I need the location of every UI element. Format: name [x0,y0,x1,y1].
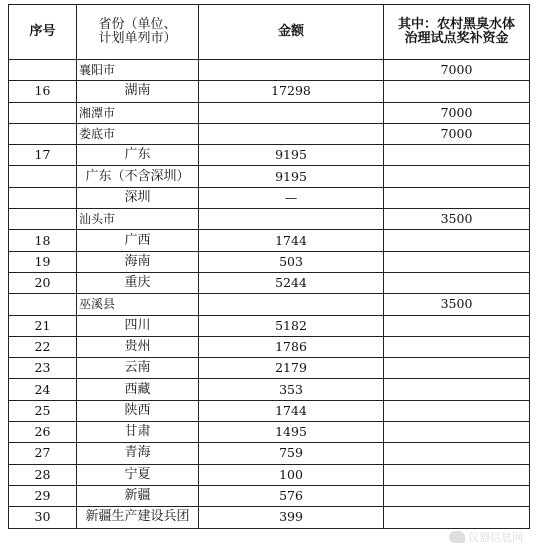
header-seq: 序号 [9,5,77,60]
cell-seq: 27 [9,443,77,464]
cell-province-name: 贵州 [77,336,199,357]
table-row [9,209,530,230]
header-subsidy-line2: 治理试点奖补资金 [404,31,509,46]
table-row [9,336,530,357]
cell-seq [9,166,77,187]
cell-subsidy [384,379,530,400]
cell-seq: 18 [9,230,77,251]
cell-subsidy [384,166,530,187]
cell-subsidy [384,507,530,528]
header-region-line1: 省份（单位、 [98,17,177,32]
table-row [9,60,530,81]
header-subsidy [384,5,530,60]
cell-seq: 23 [9,358,77,379]
cell-amount: 1495 [199,422,384,443]
table-row [9,145,530,166]
cell-province-name: 青海 [77,443,199,464]
table-row [9,443,530,464]
cell-amount [199,60,384,81]
cell-province-name: 云南 [77,358,199,379]
cell-subsidy [384,272,530,293]
cell-subsidy [384,230,530,251]
cell-subsidy [384,336,530,357]
cell-seq [9,60,77,81]
cell-province-name: 湖南 [77,81,199,102]
cell-seq: 22 [9,336,77,357]
funding-table-container [8,4,530,529]
cell-amount: 353 [199,379,384,400]
table-header [9,5,530,60]
table-row [9,166,530,187]
cell-seq: 19 [9,251,77,272]
cell-subsidy: 7000 [384,123,530,144]
cell-amount: 100 [199,464,384,485]
header-region-line2: 计划单列市） [98,31,177,46]
header-amount: 金额 [199,5,384,60]
cell-subsidy: 7000 [384,102,530,123]
cell-seq [9,209,77,230]
cell-seq: 29 [9,485,77,506]
cell-seq: 21 [9,315,77,336]
cell-amount: 759 [199,443,384,464]
cell-subsidy [384,251,530,272]
cell-seq: 16 [9,81,77,102]
table-row [9,379,530,400]
table-row [9,358,530,379]
header-subsidy-line1: 其中：农村黑臭水体 [397,17,515,32]
cell-province-name: 深圳 [77,187,199,208]
cell-seq: 28 [9,464,77,485]
cell-province-name: 广东（不含深圳） [77,166,199,187]
watermark-logo-icon [449,531,465,543]
cell-subsidy [384,187,530,208]
cell-subsidy: 7000 [384,60,530,81]
cell-province-name: 甘肃 [77,422,199,443]
header-row [9,5,530,60]
cell-amount: 576 [199,485,384,506]
cell-province-name: 广西 [77,230,199,251]
cell-seq: 25 [9,400,77,421]
cell-seq [9,187,77,208]
cell-province-name: 新疆 [77,485,199,506]
table-row [9,294,530,315]
cell-province-name: 宁夏 [77,464,199,485]
cell-province-name: 重庆 [77,272,199,293]
cell-province-name: 西藏 [77,379,199,400]
cell-subsidy [384,422,530,443]
cell-seq: 24 [9,379,77,400]
cell-province-name: 陕西 [77,400,199,421]
table-row [9,464,530,485]
cell-seq: 20 [9,272,77,293]
table-row [9,251,530,272]
table-body [9,60,530,529]
cell-amount [199,209,384,230]
cell-amount: 5244 [199,272,384,293]
cell-subsidy: 3500 [384,294,530,315]
cell-amount: 399 [199,507,384,528]
cell-subsidy [384,464,530,485]
cell-seq [9,102,77,123]
cell-city-name: 娄底市 [77,123,199,144]
watermark-text: 仪器信息网 [468,531,523,544]
cell-subsidy [384,145,530,166]
cell-subsidy [384,485,530,506]
cell-subsidy [384,400,530,421]
header-region [77,5,199,60]
cell-amount: 1744 [199,400,384,421]
cell-amount [199,123,384,144]
cell-province-name: 广东 [77,145,199,166]
cell-amount: 9195 [199,166,384,187]
cell-amount: — [199,187,384,208]
cell-subsidy [384,81,530,102]
cell-seq [9,123,77,144]
table-row [9,230,530,251]
cell-amount: 9195 [199,145,384,166]
cell-seq: 17 [9,145,77,166]
cell-amount: 503 [199,251,384,272]
table-row [9,485,530,506]
table-row [9,400,530,421]
cell-amount: 1786 [199,336,384,357]
table-row [9,102,530,123]
table-row [9,272,530,293]
table-row [9,315,530,336]
cell-seq [9,294,77,315]
table-row [9,81,530,102]
cell-amount: 5182 [199,315,384,336]
cell-subsidy [384,315,530,336]
table-row [9,507,530,528]
cell-province-name: 新疆生产建设兵团 [77,507,199,528]
cell-subsidy [384,358,530,379]
cell-city-name: 湘潭市 [77,102,199,123]
cell-amount: 1744 [199,230,384,251]
cell-amount [199,294,384,315]
cell-seq: 30 [9,507,77,528]
table-row [9,123,530,144]
cell-city-name: 襄阳市 [77,60,199,81]
table-row [9,187,530,208]
watermark [449,529,523,545]
cell-subsidy: 3500 [384,209,530,230]
cell-subsidy [384,443,530,464]
cell-province-name: 四川 [77,315,199,336]
cell-amount: 2179 [199,358,384,379]
cell-city-name: 巫溪县 [77,294,199,315]
cell-province-name: 海南 [77,251,199,272]
cell-seq: 26 [9,422,77,443]
table-row [9,422,530,443]
cell-amount: 17298 [199,81,384,102]
cell-amount [199,102,384,123]
cell-city-name: 汕头市 [77,209,199,230]
funding-table [8,4,530,529]
